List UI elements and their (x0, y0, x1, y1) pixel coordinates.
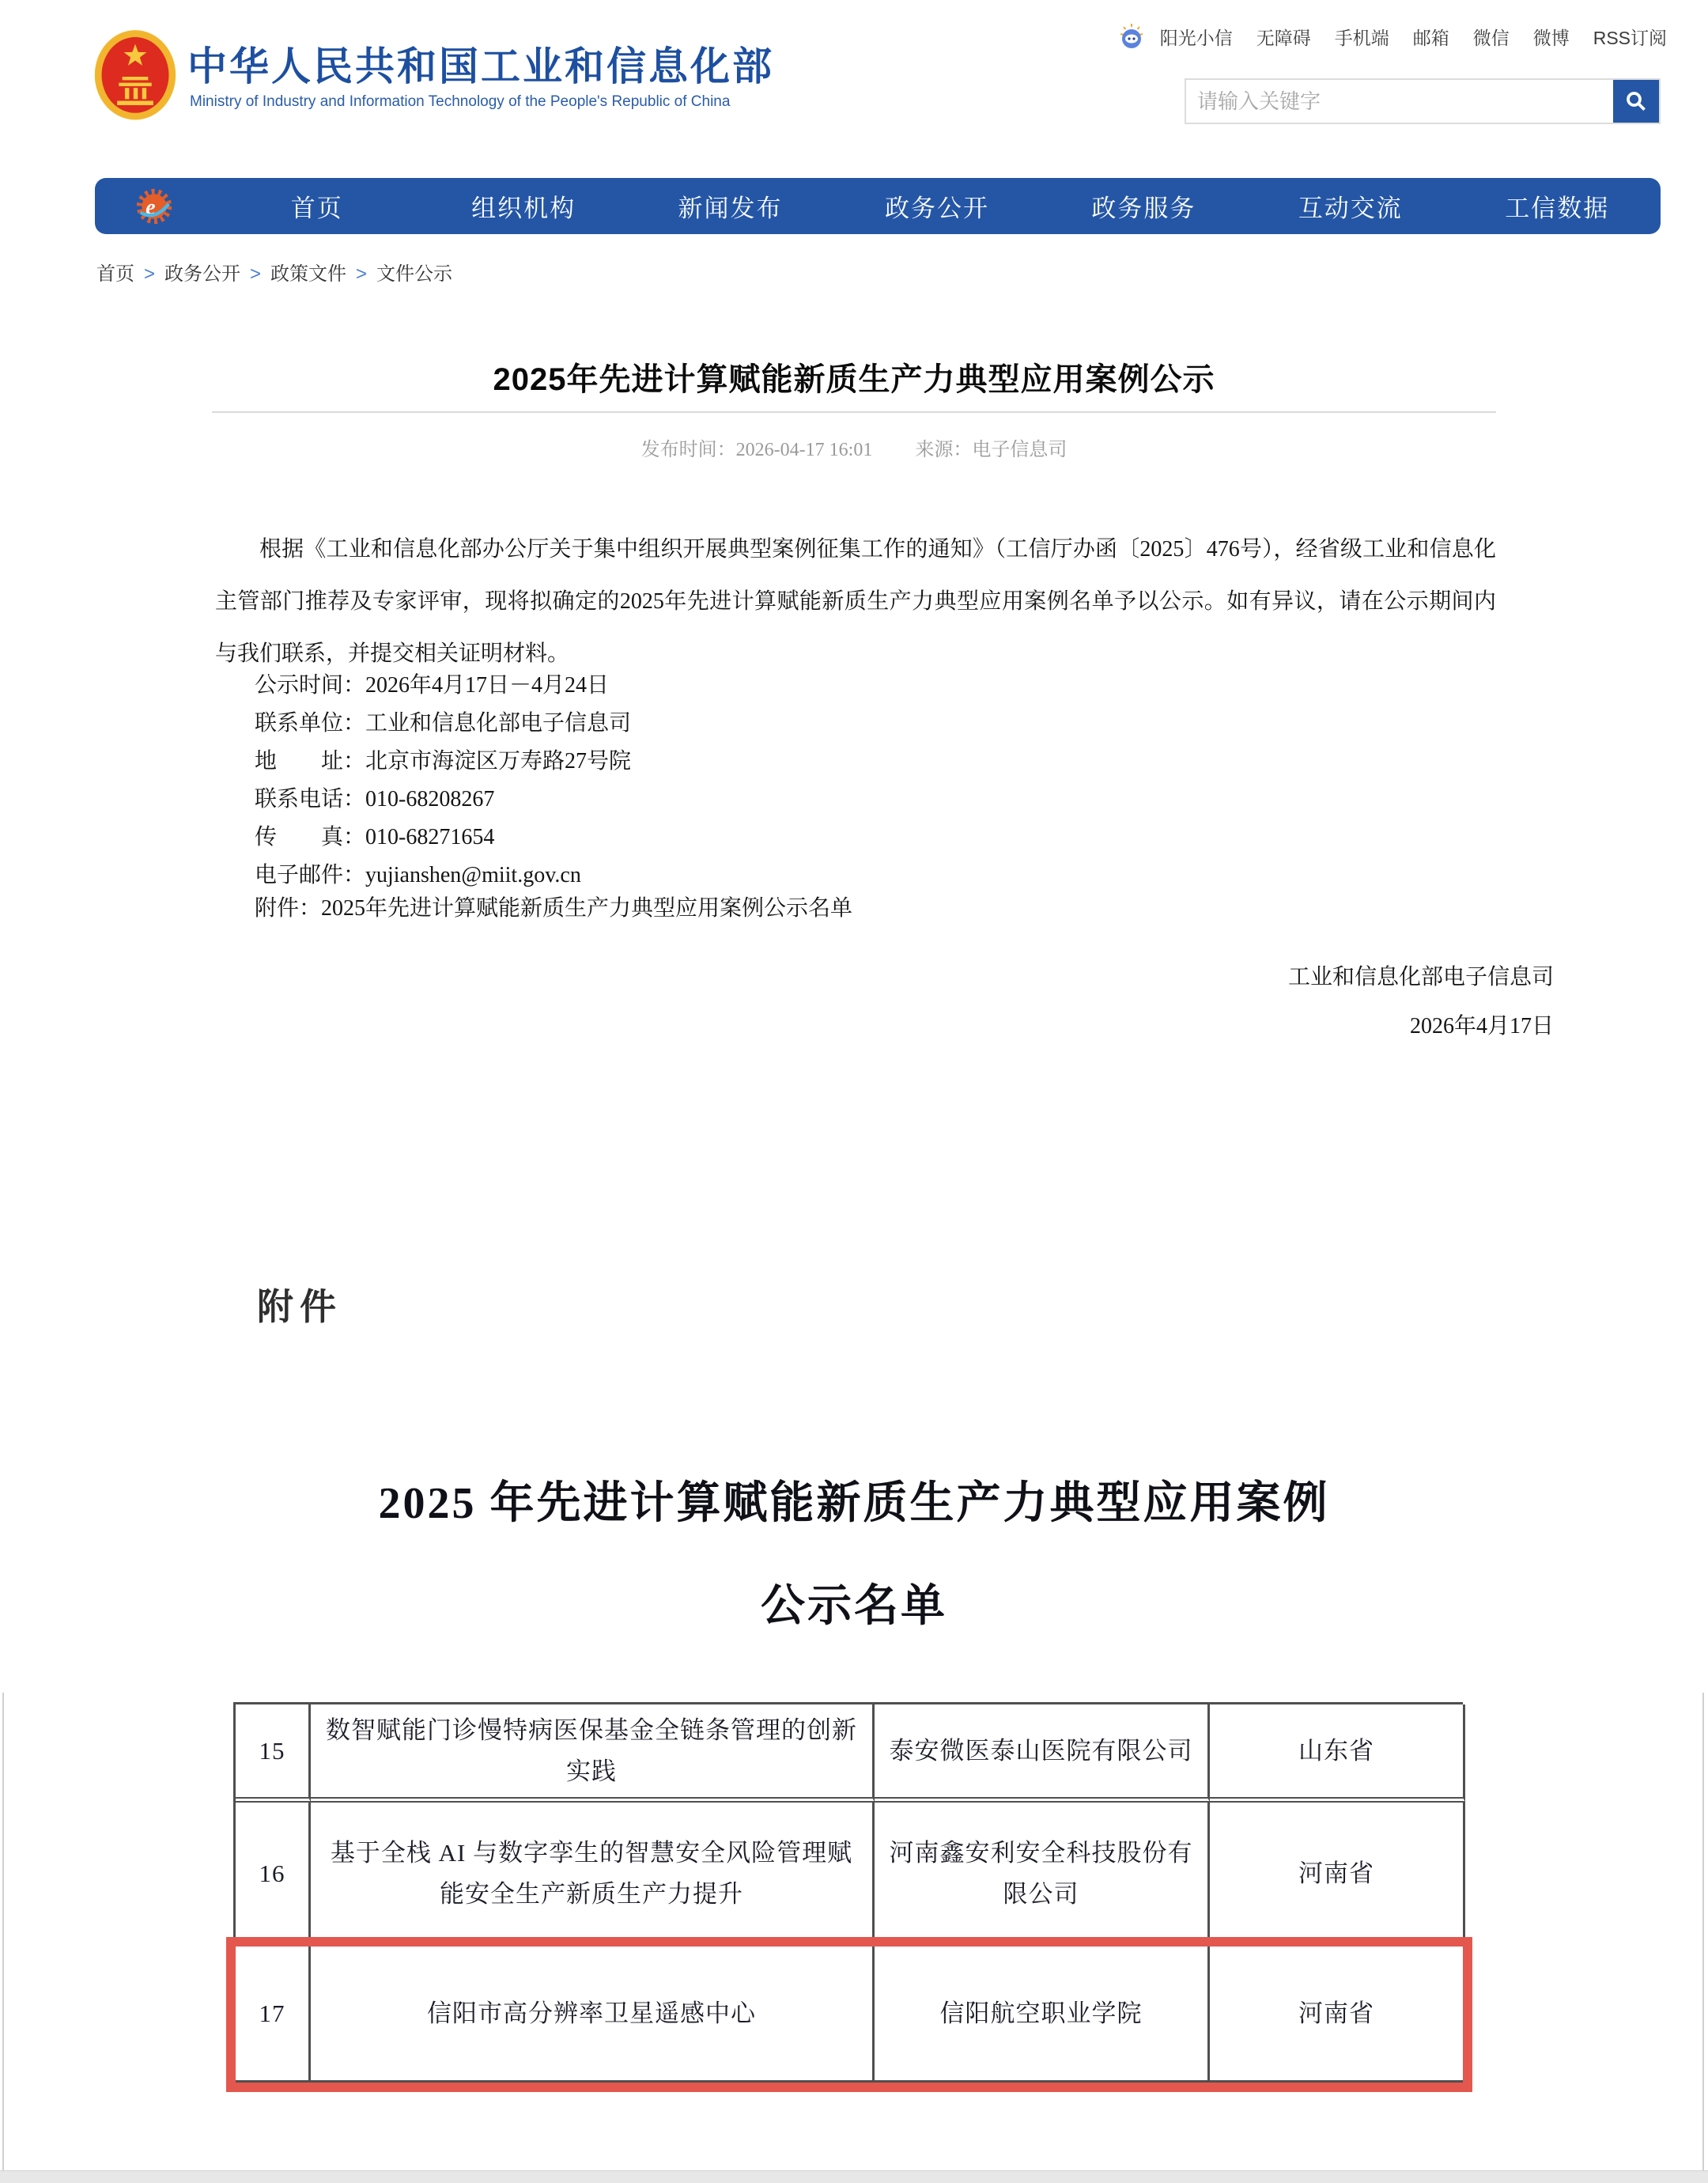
cell-case: 数智赋能门诊慢特病医保基金全链条管理的创新实践 (311, 1704, 875, 1803)
contact-line-1: 公示时间：2026年4月17日－4月24日 (255, 673, 610, 698)
breadcrumb-separator: > (250, 263, 262, 285)
quick-link-2[interactable]: 无障碍 (1256, 27, 1311, 48)
signature-block (1288, 953, 1554, 1051)
search-button[interactable] (1613, 80, 1659, 123)
attachment-doc-label: 附件 (257, 1287, 342, 1327)
site-title: 中华人民共和国工业和信息化部 (187, 44, 774, 89)
breadcrumb-item-3[interactable]: 政策文件 (270, 263, 347, 285)
search-icon (1624, 89, 1648, 113)
nav-item-2[interactable]: 组织机构 (471, 195, 576, 222)
article-paragraph: 根据《工业和信息化部办公厅关于集中组织开展典型案例征集工作的通知》（工信厅办函〔2025〕476号），经省级工业和信息化主管部门推荐及专家评审，现将拟确定的2025年先进计算赋能新质生产力典型应用案例名单予以公示。如有异议，请在公示期间内与我们联系，并提交相关证明材料。 (215, 537, 1496, 666)
footer-edge (0, 2170, 1708, 2183)
contact-block (255, 667, 631, 895)
breadcrumb-item-4: 文件公示 (376, 263, 453, 285)
nav-item-3[interactable]: 新闻发布 (678, 195, 783, 222)
table-row-15 (236, 1704, 1463, 1803)
quick-link-4[interactable]: 邮箱 (1412, 27, 1449, 48)
quick-link-5[interactable]: 微信 (1472, 27, 1510, 48)
cell-no: 15 (236, 1704, 311, 1803)
cell-org: 河南鑫安利安全科技股份有限公司 (875, 1803, 1210, 1947)
doc-title-line1: 2025 年先进计算赋能新质生产力典型应用案例 (378, 1479, 1330, 1528)
cell-case: 基于全栈 AI 与数字孪生的智慧安全风险管理赋能安全生产新质生产力提升 (311, 1803, 875, 1947)
quick-link-1[interactable]: 阳光小信 (1159, 27, 1233, 48)
article-title: 2025年先进计算赋能新质生产力典型应用案例公示 (493, 362, 1215, 397)
svg-text:e: e (145, 195, 156, 220)
publish-time: 发布时间：2026-04-17 16:01 (640, 440, 873, 460)
cell-no: 16 (236, 1803, 311, 1947)
cases-table (233, 1702, 1463, 2083)
table-row-17 (236, 1947, 1463, 2083)
contact-line-6: 电子邮件：yujianshen@miit.gov.cn (255, 863, 581, 887)
divider (212, 411, 1496, 413)
cell-org: 信阳航空职业学院 (875, 1947, 1210, 2083)
main-navigation (95, 178, 1661, 234)
table-row-16 (236, 1803, 1463, 1947)
article-meta (0, 433, 1708, 461)
nav-item-6[interactable]: 互动交流 (1298, 195, 1403, 222)
breadcrumb-item-1[interactable]: 首页 (96, 263, 134, 285)
source: 来源：电子信息司 (915, 440, 1068, 460)
breadcrumb (96, 258, 452, 286)
cell-org: 泰安微医泰山医院有限公司 (875, 1704, 1210, 1803)
contact-line-5: 传 真：010-68271654 (255, 825, 495, 849)
signature-date: 2026年4月17日 (1409, 1014, 1554, 1039)
attachment-doc-title (0, 1468, 1708, 1634)
doc-title-line2: 公示名单 (761, 1582, 947, 1631)
quick-link-7[interactable]: RSS订阅 (1593, 27, 1667, 48)
sunshine-robot-icon (1117, 22, 1146, 51)
attachment-line: 附件：2025年先进计算赋能新质生产力典型应用案例公示名单 (255, 896, 853, 921)
breadcrumb-item-2[interactable]: 政务公开 (164, 263, 241, 285)
scan-edge-left (2, 1693, 4, 2171)
nav-items (214, 178, 1661, 234)
search-input[interactable] (1186, 80, 1613, 123)
nav-item-1[interactable]: 首页 (290, 195, 343, 222)
contact-line-4: 联系电话：010-68208267 (255, 787, 495, 812)
nav-item-5[interactable]: 政务服务 (1091, 195, 1196, 222)
contact-line-2: 联系单位：工业和信息化部电子信息司 (255, 711, 632, 736)
cell-province: 河南省 (1210, 1947, 1465, 2083)
cell-province: 山东省 (1210, 1704, 1465, 1803)
breadcrumb-separator: > (356, 263, 368, 285)
miit-gear-logo-icon (95, 186, 214, 227)
cell-case: 信阳市高分辨率卫星遥感中心 (311, 1947, 875, 2083)
quick-links-bar (1117, 22, 1667, 51)
cell-province: 河南省 (1210, 1803, 1465, 1947)
breadcrumb-separator: > (144, 263, 156, 285)
national-emblem-icon (92, 28, 179, 125)
cell-no: 17 (236, 1947, 311, 2083)
search-bar (1185, 78, 1661, 124)
signature-unit: 工业和信息化部电子信息司 (1287, 965, 1554, 989)
quick-link-3[interactable]: 手机端 (1334, 27, 1389, 48)
quick-link-6[interactable]: 微博 (1532, 27, 1570, 48)
scan-edge-right (1702, 1693, 1704, 2171)
nav-item-7[interactable]: 工信数据 (1505, 195, 1610, 222)
site-subtitle-en: Ministry of Industry and Information Technology of the People's Republic of China (190, 93, 731, 110)
nav-item-4[interactable]: 政务公开 (884, 195, 989, 222)
contact-line-3: 地 址：北京市海淀区万寿路27号院 (255, 749, 632, 774)
